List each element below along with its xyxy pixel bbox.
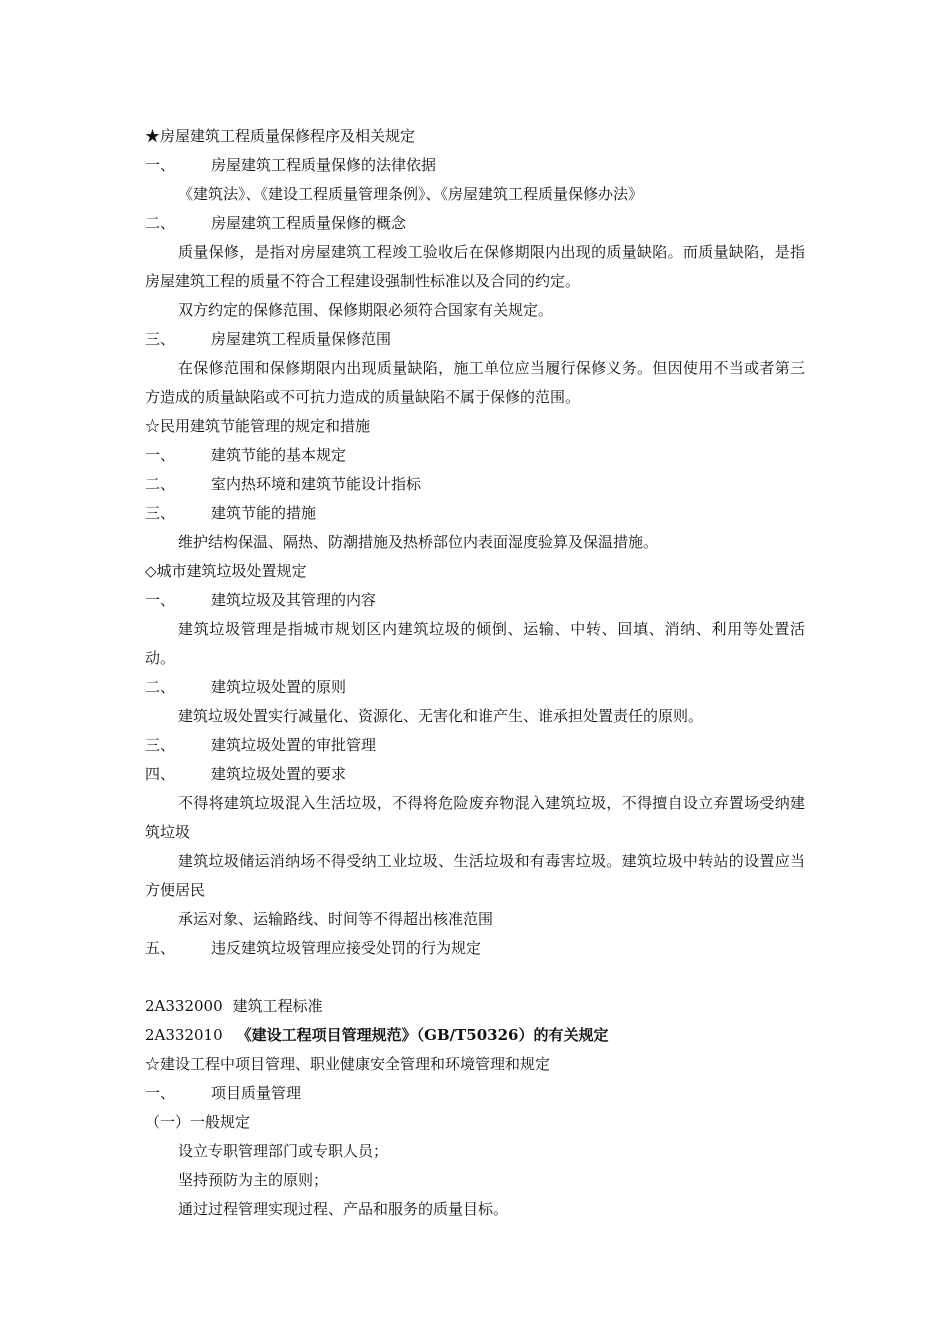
numbered-item — [145, 586, 805, 615]
item-number: 四、 — [145, 765, 176, 783]
numbered-item — [145, 499, 805, 528]
document-body — [145, 122, 805, 1224]
item-title: 建筑垃圾及其管理的内容 — [211, 591, 377, 609]
item-number: 一、 — [145, 156, 176, 174]
paragraph: 建筑垃圾管理是指城市规划区内建筑垃圾的倾倒、运输、中转、回填、消纳、利用等处置活动。 — [145, 620, 805, 667]
item-title: 房屋建筑工程质量保修的概念 — [211, 214, 407, 232]
numbered-item — [145, 760, 805, 789]
numbered-item — [145, 731, 805, 760]
item-title: 房屋建筑工程质量保修的法律依据 — [211, 156, 437, 174]
paragraph: 建筑垃圾储运消纳场不得受纳工业垃圾、生活垃圾和有毒害垃圾。建筑垃圾中转站的设置应当方便居民 — [145, 852, 805, 899]
item-number: 二、 — [145, 214, 176, 232]
chapter-title: 建筑工程标准 — [232, 997, 323, 1015]
item-title: 建筑节能的基本规定 — [211, 446, 347, 464]
item-number: 三、 — [145, 330, 176, 348]
item-number: 三、 — [145, 736, 176, 754]
blank-line — [145, 963, 805, 992]
item-number: 三、 — [145, 504, 176, 522]
section-heading: ★房屋建筑工程质量保修程序及相关规定 — [145, 127, 416, 145]
numbered-item — [145, 151, 805, 180]
numbered-item — [145, 325, 805, 354]
paragraph: 在保修范围和保修期限内出现质量缺陷，施工单位应当履行保修义务。但因使用不当或者第三方造成的质量缺陷或不可抗力造成的质量缺陷不属于保修的范围。 — [145, 359, 805, 406]
item-number: 二、 — [145, 678, 176, 696]
section-heading: （一）一般规定 — [145, 1113, 251, 1131]
numbered-item — [145, 1079, 805, 1108]
paragraph: 坚持预防为主的原则； — [178, 1171, 329, 1189]
item-title: 房屋建筑工程质量保修范围 — [211, 330, 392, 348]
item-title: 建筑垃圾处置的原则 — [211, 678, 347, 696]
chapter-code: 2A332010 — [145, 1026, 223, 1044]
item-number: 五、 — [145, 939, 176, 957]
chapter-title: 《建设工程项目管理规范》（GB/T50326）的有关规定 — [236, 1026, 609, 1044]
paragraph: 《建筑法》、《建设工程质量管理条例》、《房屋建筑工程质量保修办法》 — [178, 185, 644, 203]
item-title: 违反建筑垃圾管理应接受处罚的行为规定 — [211, 939, 482, 957]
numbered-item — [145, 470, 805, 499]
numbered-item — [145, 934, 805, 963]
item-title: 项目质量管理 — [211, 1084, 302, 1102]
paragraph: 不得将建筑垃圾混入生活垃圾，不得将危险废弃物混入建筑垃圾，不得擅自设立弃置场受纳建筑垃圾 — [145, 794, 805, 841]
chapter-code: 2A332000 — [145, 997, 223, 1015]
paragraph: 设立专职管理部门或专职人员； — [178, 1142, 389, 1160]
paragraph: 双方约定的保修范围、保修期限必须符合国家有关规定。 — [178, 301, 554, 319]
item-title: 建筑垃圾处置的审批管理 — [211, 736, 377, 754]
section-heading: ◇城市建筑垃圾处置规定 — [145, 562, 307, 580]
item-number: 一、 — [145, 591, 176, 609]
paragraph: 通过过程管理实现过程、产品和服务的质量目标。 — [178, 1200, 509, 1218]
section-heading: ☆建设工程中项目管理、职业健康安全管理和环境管理和规定 — [145, 1055, 551, 1073]
paragraph: 建筑垃圾处置实行减量化、资源化、无害化和谁产生、谁承担处置责任的原则。 — [178, 707, 704, 725]
numbered-item — [145, 209, 805, 238]
numbered-item — [145, 673, 805, 702]
section-heading: ☆民用建筑节能管理的规定和措施 — [145, 417, 371, 435]
chapter-heading — [145, 992, 805, 1021]
paragraph: 承运对象、运输路线、时间等不得超出核准范围 — [178, 910, 494, 928]
paragraph: 质量保修，是指对房屋建筑工程竣工验收后在保修期限内出现的质量缺陷。而质量缺陷，是指房屋建筑工程的质量不符合工程建设强制性标准以及合同的约定。 — [145, 243, 805, 290]
item-number: 一、 — [145, 446, 176, 464]
numbered-item — [145, 441, 805, 470]
chapter-heading — [145, 1021, 805, 1050]
item-number: 一、 — [145, 1084, 176, 1102]
item-number: 二、 — [145, 475, 176, 493]
item-title: 室内热环境和建筑节能设计指标 — [211, 475, 422, 493]
item-title: 建筑节能的措施 — [211, 504, 317, 522]
paragraph: 维护结构保温、隔热、防潮措施及热桥部位内表面湿度验算及保温措施。 — [178, 533, 659, 551]
item-title: 建筑垃圾处置的要求 — [211, 765, 347, 783]
